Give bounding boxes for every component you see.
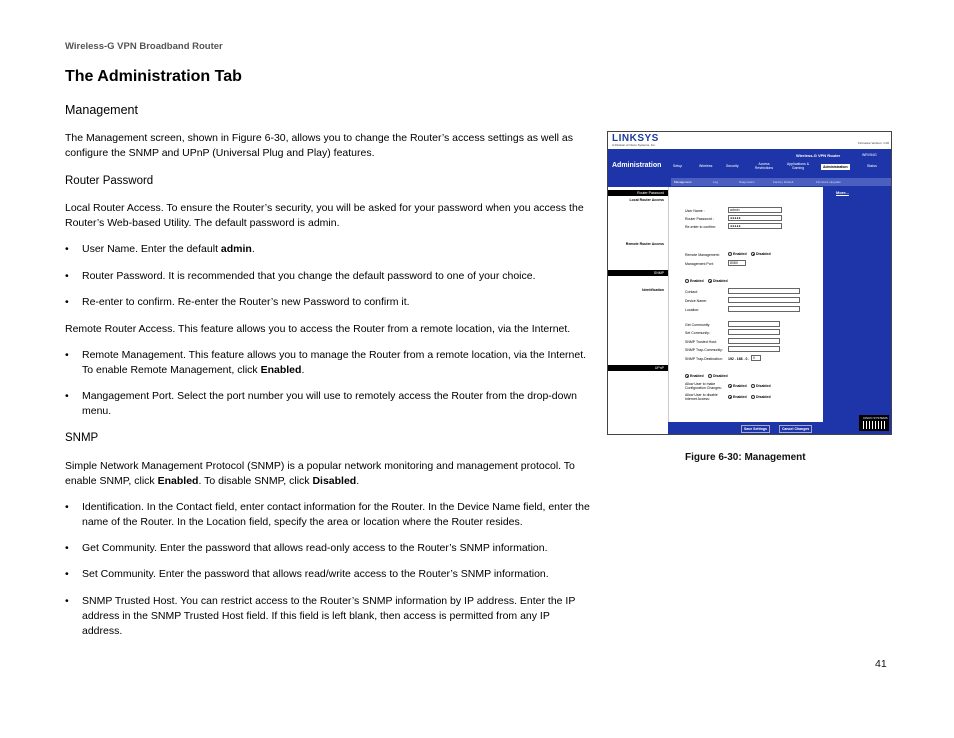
location-label: Location: [685,308,700,312]
management-screenshot [607,131,892,435]
get-community-label: Get Community: [685,323,711,327]
remote-management-label: Remote Management: [685,253,720,257]
cisco-bars-icon [863,421,885,429]
trap-destination-input[interactable]: 0 [751,355,761,361]
subtab-log[interactable]: Log [713,180,719,184]
tab-administration[interactable]: Administration [823,165,848,169]
upnp-disabled-radio[interactable] [708,374,712,378]
allow-disable-disabled-label: Disabled [756,395,771,399]
intro-paragraph: The Management screen, shown in Figure 6-30, allows you to change the Router’s access settings as well as configure the SNMP and UPnP (Universal Plug and Play) features. [65,132,573,159]
bullet-mark: • [65,243,69,255]
allow-config-label: Allow User to make Configuration Changes: [685,382,722,390]
subtab-diagnostics[interactable]: Diagnostics [739,180,755,184]
bullet-mark: • [65,349,69,361]
bullet-mark: • [65,568,69,580]
trap-destination-label: SNMP Trap-Destination: [685,357,723,361]
linksys-logo: LINKSYS [612,133,659,144]
cisco-wordmark: CISCO SYSTEMS [863,416,888,420]
left-label-local-access: Local Router Access [629,198,664,202]
page-title: The Administration Tab [65,68,242,85]
snmp-enabled-radio[interactable] [685,279,689,283]
remote-disabled-radio[interactable] [751,252,755,256]
snmp-disabled-label: Disabled [713,279,728,283]
reenter-label: Re-enter to confirm: [685,225,716,229]
upnp-enabled-label: Enabled [690,374,704,378]
upnp-disabled-label: Disabled [713,374,728,378]
remote-access-paragraph: Remote Router Access. This feature allows you to access the Router from a remote location, via the Internet. [65,323,571,335]
device-name-input[interactable] [728,297,800,303]
allow-config-enabled-label: Enabled [733,384,747,388]
remote-enabled-radio[interactable] [728,252,732,256]
remote-disabled-label: Disabled [756,252,771,256]
tab-status[interactable]: Status [867,164,877,168]
management-port-label: Management Port: [685,262,714,266]
bullet-mark: • [65,501,69,513]
snmp-heading: SNMP [65,432,99,444]
logo-subtitle: A Division of Cisco Systems, Inc. [612,143,656,147]
subtab-management[interactable]: Management [674,180,692,184]
remote-enabled-label: Enabled [733,252,747,256]
local-access-paragraph: Local Router Access. To ensure the Router’s security, you will be asked for your password when you access the Router’s Web-based Utility. The default password is admin. [65,202,584,229]
management-port-select[interactable]: 8080 [728,260,746,266]
allow-disable-disabled-radio[interactable] [751,395,755,399]
left-label-remote-access: Remote Router Access [625,242,664,246]
get-community-input[interactable] [728,321,780,327]
tab-wireless[interactable]: Wireless [699,164,713,168]
user-name-input[interactable]: admin [728,207,782,213]
trusted-host-input[interactable] [728,338,780,344]
allow-config-disabled-radio[interactable] [751,384,755,388]
firmware-version: Firmware Version: 1.00 [858,141,889,145]
section-label: Administration [612,162,662,169]
user-name-label: User Name : [685,209,705,213]
contact-label: Contact: [685,290,699,294]
set-community-input[interactable] [728,329,780,335]
snmp-intro-paragraph: Simple Network Management Protocol (SNMP) is a popular network monitoring and management protocol. To enable SNMP, click Enabled. To disable SNMP, click Disabled. [65,460,575,487]
save-settings-button[interactable]: Save Settings [741,425,770,433]
figure-caption: Figure 6-30: Management [685,452,806,463]
model-number: WRV54G [862,153,877,157]
router-password-heading: Router Password [65,175,154,187]
left-section-upnp: UPnP [608,365,668,371]
router-password-input[interactable]: ●●●●● [728,215,782,221]
reenter-password-input[interactable]: ●●●●● [728,223,782,229]
bullet-mark: • [65,542,69,554]
bullet-mark: • [65,296,69,308]
tab-applications-gaming[interactable]: Applications & Gaming [786,162,810,170]
left-column [608,187,668,434]
allow-disable-label: Allow User to disable Internet Access: [685,393,718,401]
set-community-label: Set Community: [685,331,710,335]
allow-config-disabled-label: Disabled [756,384,771,388]
left-section-snmp: SNMP [608,270,668,276]
allow-disable-enabled-radio[interactable] [728,395,732,399]
subtab-factory-default[interactable]: Factory Default [773,180,794,184]
contact-input[interactable] [728,288,800,294]
device-name-label: Device Name: [685,299,707,303]
left-section-router-password: Router Password [608,190,668,196]
bullet-mark: • [65,270,69,282]
tab-security[interactable]: Security [726,164,739,168]
cisco-logo [859,415,889,431]
help-column [823,187,891,434]
router-password-label: Router Password : [685,217,714,221]
location-input[interactable] [728,306,800,312]
upnp-enabled-radio[interactable] [685,374,689,378]
tab-setup[interactable]: Setup [673,164,683,168]
left-label-identification: Identification [642,288,664,292]
tab-access-restrictions[interactable]: Access Restrictions [754,162,774,170]
subtab-firmware-upgrade[interactable]: Firmware Upgrade [816,180,841,184]
trusted-host-label: SNMP Trusted Host: [685,340,717,344]
bullet-mark: • [65,595,69,607]
allow-disable-enabled-label: Enabled [733,395,747,399]
more-link[interactable]: More... [836,190,849,195]
trap-community-label: SNMP Trap-Community: [685,348,723,352]
section-heading: Management [65,103,138,117]
sub-tabs [671,178,891,186]
running-header: Wireless-G VPN Broadband Router [65,41,223,52]
bullet-mark: • [65,390,69,402]
product-name: Wireless-G VPN Router [796,153,841,158]
trap-destination-prefix: 192 . 168 . 0 . [728,357,750,361]
allow-config-enabled-radio[interactable] [728,384,732,388]
cancel-changes-button[interactable]: Cancel Changes [779,425,812,433]
snmp-disabled-radio[interactable] [708,279,712,283]
page-number: 41 [875,658,887,670]
snmp-enabled-label: Enabled [690,279,704,283]
trap-community-input[interactable] [728,346,780,352]
